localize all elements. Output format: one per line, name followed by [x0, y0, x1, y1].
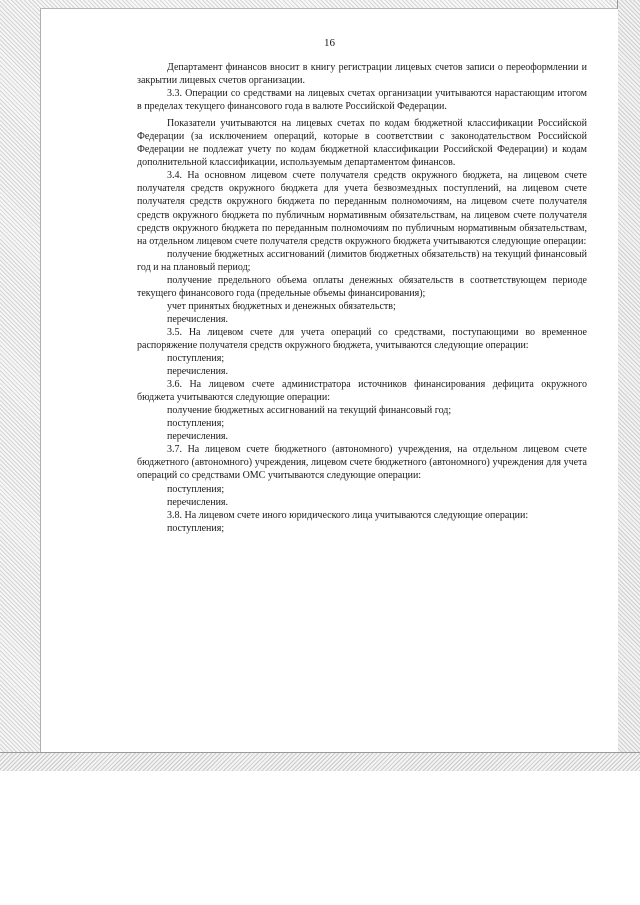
- paragraph: перечисления.: [167, 431, 229, 443]
- paragraph: поступления;: [167, 418, 225, 430]
- paragraph: поступления;: [167, 353, 225, 365]
- scan-edge-bottom: [0, 752, 640, 771]
- paragraph: 3.3. Операции со средствами на лицевых счетах организации учитываются нарастающим итогом в пределах текущего финансового года в валюте Российской Федерации.: [137, 88, 587, 113]
- scan-edge-left: [0, 0, 41, 770]
- scan-edge-right: [617, 0, 640, 770]
- scan-edge-top: [40, 0, 618, 9]
- paragraph: 3.6. На лицевом счете администратора источников финансирования дефицита окружного бюджета учитываются следующие операции:: [137, 379, 587, 404]
- paragraph: перечисления.: [167, 313, 229, 325]
- document-body: [137, 61, 587, 535]
- paragraph: поступления;: [167, 522, 225, 534]
- paragraph: 3.8. На лицевом счете иного юридического лица учитываются следующие операции:: [167, 509, 529, 521]
- paragraph: 3.4. На основном лицевом счете получателя средств окружного бюджета, на лицевом счете получателя средств окружного бюджета для учета безвозмездных поступлений, на лицевом счете получателя средств окружного бюджета по переданным полномочиям, на лицевом счете получателя средств окружного бюджета по публичным нормативным обязательствам, на лицевом счете получателя средств окружного бюджета по переданным полномочиям по публичным нормативным обязательствам, на отдельном лицевом счете получателя средств окружного бюджета учитываются следующие операции:: [137, 170, 587, 247]
- paragraph: Департамент финансов вносит в книгу регистрации лицевых счетов записи о переоформлении и закрытии лицевых счетов организации.: [137, 62, 587, 87]
- document-page: [41, 9, 618, 752]
- paragraph: получение бюджетных ассигнований (лимитов бюджетных обязательств) на текущий финансовый год и на плановый период;: [137, 248, 587, 273]
- paragraph: 3.5. На лицевом счете для учета операций со средствами, поступающими во временное распоряжение получателя средств окружного бюджета, учитываются следующие операции:: [137, 326, 587, 351]
- paragraph: Показатели учитываются на лицевых счетах по кодам бюджетной классификации Российской Федерации (за исключением операций, которые в соответствии с законодательством Российской Федерации не подлежат учету по кодам бюджетной классификации Российской Федерации) и кодам дополнительной классификации, используемым департаментом финансов.: [137, 118, 587, 169]
- paragraph: получение бюджетных ассигнований на текущий финансовый год;: [167, 405, 452, 417]
- page-number: 16: [324, 37, 335, 49]
- paragraph: получение предельного объема оплаты денежных обязательств в соответствующем периоде текущего финансового года (предельные объемы финансирования);: [137, 274, 587, 299]
- paragraph: учет принятых бюджетных и денежных обязательств;: [167, 300, 396, 312]
- paragraph: перечисления.: [167, 496, 229, 508]
- paragraph: перечисления.: [167, 366, 229, 378]
- paragraph: поступления;: [167, 483, 225, 495]
- paragraph: 3.7. На лицевом счете бюджетного (автономного) учреждения, на отдельном лицевом счете бюджетного (автономного) учреждения, лицевом счете бюджетного (автономного) учреждения для учета операций со средствами ОМС учитываются следующие операции:: [137, 444, 587, 482]
